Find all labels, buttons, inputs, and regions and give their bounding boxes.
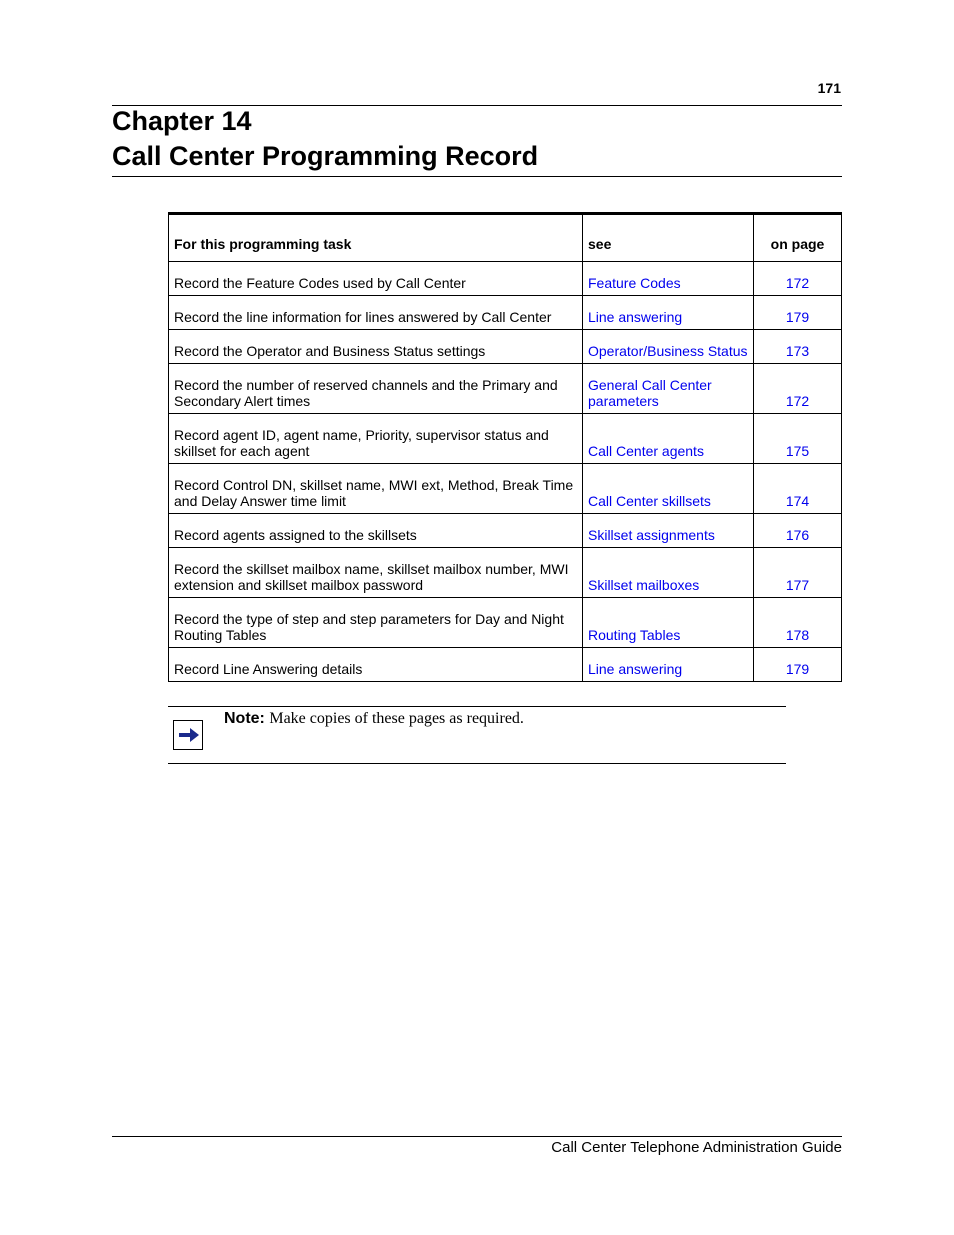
table-header-row xyxy=(169,214,842,262)
task-cell: Record agents assigned to the skillsets xyxy=(169,514,583,548)
page-link[interactable]: 178 xyxy=(754,598,842,648)
task-cell: Record Line Answering details xyxy=(169,648,583,682)
see-link[interactable]: Call Center skillsets xyxy=(583,464,754,514)
chapter-name: Call Center Programming Record xyxy=(112,141,539,171)
task-cell: Record the line information for lines answered by Call Center xyxy=(169,296,583,330)
chapter-number: Chapter 14 xyxy=(112,106,252,136)
table-row xyxy=(169,548,842,598)
table-row xyxy=(169,330,842,364)
note-box xyxy=(168,706,786,764)
table-row xyxy=(169,648,842,682)
chapter-title xyxy=(112,104,538,174)
page-link[interactable]: 175 xyxy=(754,414,842,464)
page-link[interactable]: 177 xyxy=(754,548,842,598)
see-link[interactable]: Skillset assignments xyxy=(583,514,754,548)
note-body: Make copies of these pages as required. xyxy=(269,710,524,727)
task-cell: Record the skillset mailbox name, skillset mailbox number, MWI extension and skillset mailbox password xyxy=(169,548,583,598)
table-row xyxy=(169,262,842,296)
table-row xyxy=(169,514,842,548)
arrow-right-glyph xyxy=(179,728,199,742)
page-link[interactable]: 172 xyxy=(754,262,842,296)
task-cell: Record Control DN, skillset name, MWI ext, Method, Break Time and Delay Answer time limit xyxy=(169,464,583,514)
see-link[interactable]: Line answering xyxy=(583,296,754,330)
note-label: Note: xyxy=(224,710,265,727)
header-task: For this programming task xyxy=(169,214,583,262)
title-bottom-rule xyxy=(112,176,842,177)
see-link[interactable]: Call Center agents xyxy=(583,414,754,464)
note-text xyxy=(224,710,524,728)
see-link[interactable]: Skillset mailboxes xyxy=(583,548,754,598)
see-link[interactable]: General Call Center parameters xyxy=(583,364,754,414)
page-link[interactable]: 174 xyxy=(754,464,842,514)
programming-task-table xyxy=(168,212,842,682)
see-link[interactable]: Routing Tables xyxy=(583,598,754,648)
table-row xyxy=(169,414,842,464)
table-row xyxy=(169,296,842,330)
footer-text: Call Center Telephone Administration Guide xyxy=(551,1139,842,1156)
table-row xyxy=(169,598,842,648)
table-row xyxy=(169,364,842,414)
see-link[interactable]: Line answering xyxy=(583,648,754,682)
page-link[interactable]: 176 xyxy=(754,514,842,548)
page-link[interactable]: 179 xyxy=(754,296,842,330)
see-link[interactable]: Operator/Business Status xyxy=(583,330,754,364)
arrow-right-icon xyxy=(173,720,203,750)
see-link[interactable]: Feature Codes xyxy=(583,262,754,296)
header-page: on page xyxy=(754,214,842,262)
page-link[interactable]: 173 xyxy=(754,330,842,364)
task-cell: Record the number of reserved channels and the Primary and Secondary Alert times xyxy=(169,364,583,414)
table-row xyxy=(169,464,842,514)
header-see: see xyxy=(583,214,754,262)
page-number: 171 xyxy=(817,80,841,96)
page-link[interactable]: 172 xyxy=(754,364,842,414)
task-cell: Record the Operator and Business Status settings xyxy=(169,330,583,364)
page-link[interactable]: 179 xyxy=(754,648,842,682)
task-cell: Record the Feature Codes used by Call Center xyxy=(169,262,583,296)
task-cell: Record agent ID, agent name, Priority, supervisor status and skillset for each agent xyxy=(169,414,583,464)
task-cell: Record the type of step and step parameters for Day and Night Routing Tables xyxy=(169,598,583,648)
footer-rule xyxy=(112,1136,842,1137)
